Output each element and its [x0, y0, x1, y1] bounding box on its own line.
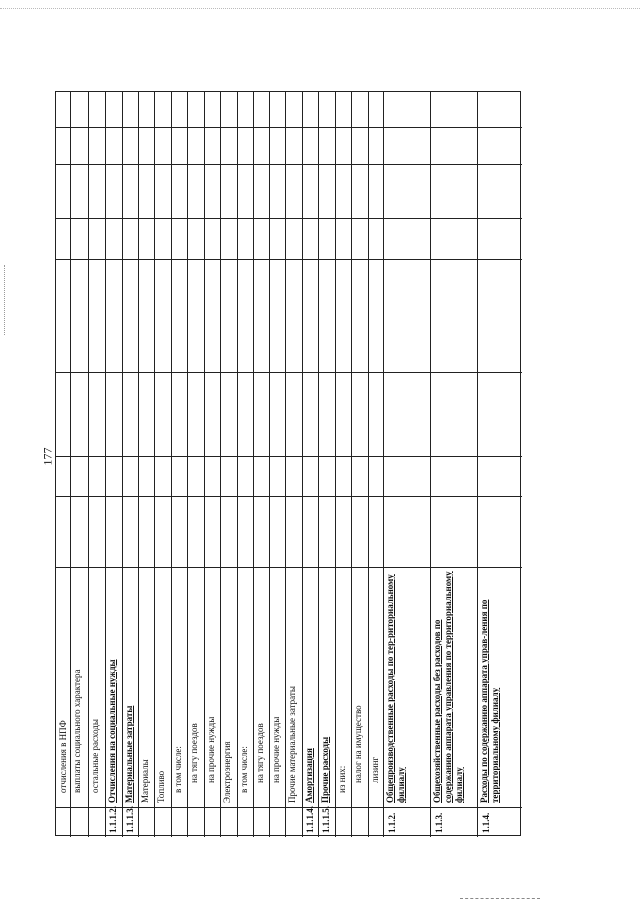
table-row-label: в том числе: [239, 746, 249, 793]
table-row-divider [269, 92, 270, 837]
table-row-divider [285, 92, 286, 837]
table-row-label: Электроэнергия [222, 741, 232, 803]
table-row-label: выплаты социального характера [72, 669, 82, 793]
table-row-divider [302, 92, 303, 837]
page-number: 177 [40, 447, 55, 466]
table-row-divider [138, 92, 139, 837]
scan-edge-top [0, 8, 640, 10]
table-row-divider [187, 92, 188, 837]
table-column-divider [56, 259, 522, 260]
table-row-divider [70, 92, 71, 837]
table-row-label: на тягу поездов [255, 723, 265, 783]
table-row-divider [171, 92, 172, 837]
table-column-divider [56, 496, 522, 497]
table-row-divider [204, 92, 205, 837]
table-column-divider [56, 164, 522, 165]
table-row-label: Материалы [140, 759, 150, 803]
table-row-label: Топливо [156, 770, 166, 803]
table-row-divider [335, 92, 336, 837]
table-row-divider [122, 92, 123, 837]
table-row-label: на прочие нужды [271, 716, 281, 783]
table-row-divider [154, 92, 155, 837]
expense-table [55, 91, 521, 836]
table-row-label: отчисления в НПФ [58, 720, 68, 793]
table-row-label: Общехозяйственные расходы без расходов по содержанию аппарата управления по территориальному филиалу [432, 571, 464, 803]
table-row-label: в том числе: [173, 746, 183, 793]
table-row-divider [383, 92, 384, 837]
table-row-divider [237, 92, 238, 837]
table-row-label: остальные расходы [90, 719, 100, 793]
table-row-code: 1.1.1.2. [108, 806, 118, 833]
table-column-divider [56, 372, 522, 373]
table-row-code: 1.1.4. [481, 812, 491, 833]
table-column-divider [56, 456, 522, 457]
table-row-divider [368, 92, 369, 837]
table-row-label: Амортизация [304, 748, 314, 803]
table-row-divider [220, 92, 221, 837]
table-row-divider [88, 92, 89, 837]
table-row-code: 1.1.2. [387, 812, 397, 833]
table-row-label: лизинг [370, 756, 380, 783]
table-row-divider [477, 92, 478, 837]
table-row-divider [318, 92, 319, 837]
table-row-divider [430, 92, 431, 837]
table-row-label: из них: [337, 765, 347, 793]
table-row-code: 1.1.1.5. [321, 806, 331, 833]
table-row-divider [105, 92, 106, 837]
table-row-code: 1.1.1.4. [304, 806, 315, 833]
table-row-label: Расходы по содержанию аппарата управ-ления по территориальному филиалу [479, 599, 500, 803]
table-row-label: Материальные затраты [124, 705, 134, 803]
table-row-divider [253, 92, 254, 837]
table-column-divider [56, 218, 522, 219]
table-column-divider [56, 127, 522, 128]
table-row-label: Общепроизводственные расходы по тер-риториальному филиалу [385, 574, 406, 803]
table-row-code: 1.1.1.3. [124, 806, 135, 833]
table-row-label: на прочие нужды [206, 716, 216, 783]
table-row-label: налог на имущество [353, 705, 363, 783]
table-row-divider [351, 92, 352, 837]
scan-edge-left [4, 265, 6, 335]
table-row-code: 1.1.3. [434, 812, 444, 833]
table-row-label: Прочие расходы [320, 736, 330, 803]
table-column-divider [56, 567, 522, 568]
table-row-label: Прочие материальные затраты [287, 686, 297, 803]
table-row-label: на тягу поездов [189, 723, 199, 783]
table-row-label: Отчисления на социальные нужды [107, 659, 117, 803]
scan-edge-bottom [460, 898, 540, 900]
